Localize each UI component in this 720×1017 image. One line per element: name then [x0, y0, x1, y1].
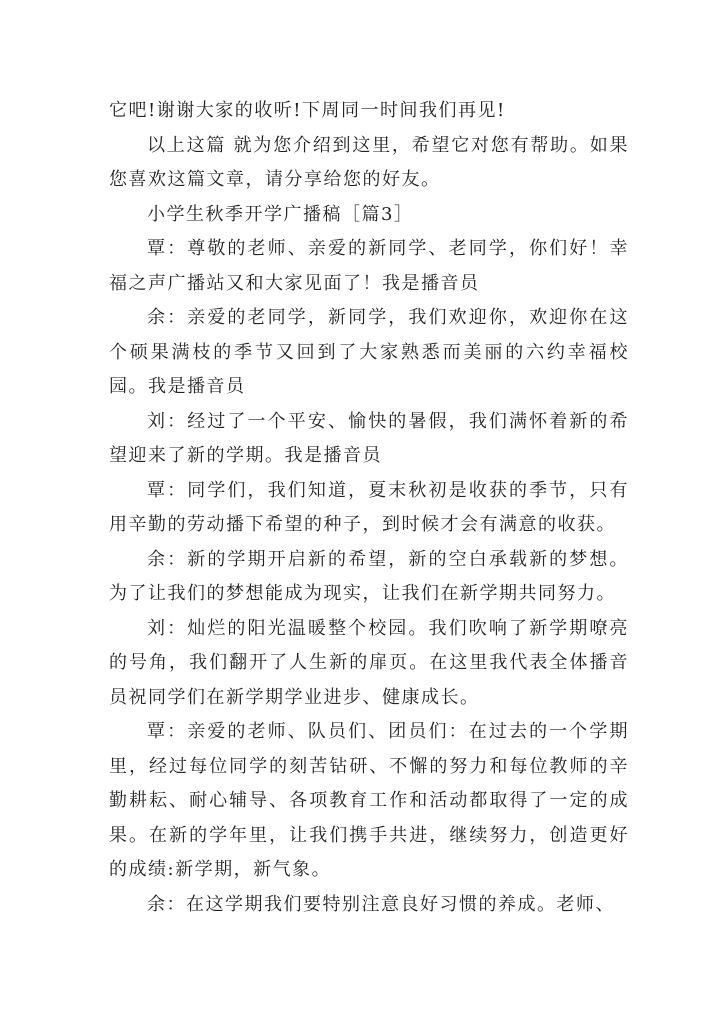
paragraph-qin-3: 覃：亲爱的老师、队员们、团员们：在过去的一个学期里，经过每位同学的刻苦钻研、不懈的努力和每位教师的辛勤耕耘、耐心辅导、各项教育工作和活动都取得了一定的成果。在新的学年里，让我们携手共进，继续努力，创造更好的成绩:新学期，新气象。 [109, 721, 629, 880]
paragraph-liu-2: 刘：灿烂的阳光温暖整个校园。我们吹响了新学期嘹亮的号角，我们翻开了人生新的扉页。在这里我代表全体播音员祝同学们在新学期学业进步、健康成长。 [109, 617, 629, 708]
paragraph-closing-line: 它吧!谢谢大家的收听!下周同一时间我们再见! [109, 100, 506, 121]
paragraph-yu-3: 余：在这学期我们要特别注意良好习惯的养成。老师、 [147, 893, 615, 915]
paragraph-liu-1: 刘：经过了一个平安、愉快的暑假，我们满怀着新的希望迎来了新的学期。我是播音员 [109, 410, 629, 466]
paragraph-summary: 以上这篇 就为您介绍到这里，希望它对您有帮助。如果您喜欢这篇文章，请分享给您的好友。 [109, 134, 629, 190]
document-body [109, 94, 629, 922]
paragraph-yu-1: 余：亲爱的老同学，新同学，我们欢迎你，欢迎你在这个硕果满枝的季节又回到了大家熟悉而美丽的六约幸福校园。我是播音员 [109, 307, 629, 397]
section-heading: 小学生秋季开学广播稿［篇3］ [147, 203, 414, 225]
paragraph-yu-2: 余：新的学期开启新的希望，新的空白承载新的梦想。为了让我们的梦想能成为现实，让我们在新学期共同努力。 [109, 548, 629, 604]
paragraph-qin-2: 覃：同学们，我们知道，夏末秋初是收获的季节，只有用辛勤的劳动播下希望的种子，到时候才会有满意的收获。 [109, 479, 629, 535]
paragraph-qin-1: 覃：尊敬的老师、亲爱的新同学、老同学，你们好！幸福之声广播站又和大家见面了！我是播音员 [109, 238, 629, 294]
